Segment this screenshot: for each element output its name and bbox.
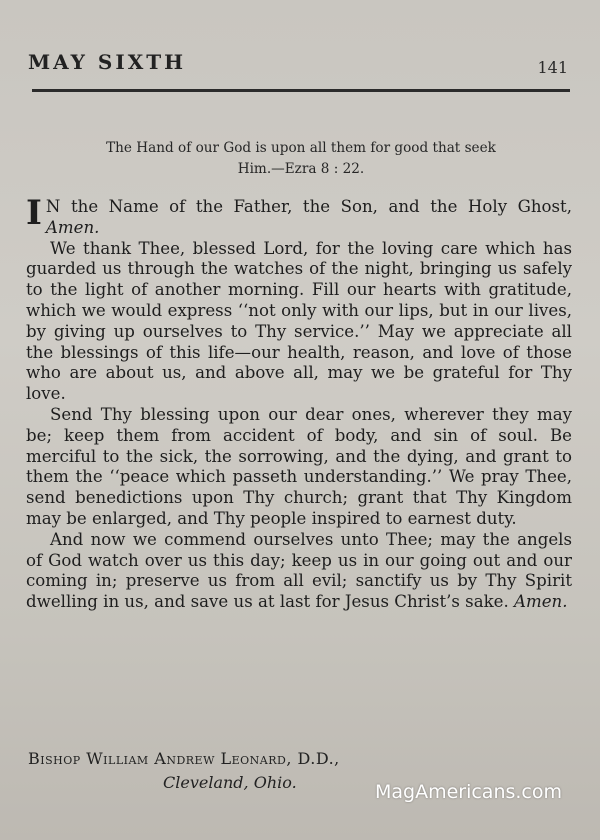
prayer-paragraph-4	[26, 530, 572, 613]
header-rule	[32, 89, 570, 92]
epigraph	[28, 138, 574, 180]
epigraph-line-1: The Hand of our God is upon all them for good that seek	[106, 140, 496, 156]
amen-2: Amen.	[514, 592, 568, 612]
author-name: Bishop William Andrew Leonard, D.D.,	[28, 749, 340, 768]
amen-1: Amen.	[45, 217, 100, 237]
signature	[28, 747, 340, 795]
page-header	[28, 50, 570, 84]
prayer-paragraph-3: Send Thy blessing upon our dear ones, wherever they may be; keep them from accident of body, and sin of soul. Be merciful to the sick, the sorrowing, and the dying, and grant to them the ‘‘peace which passeth understanding.’’ We pray Thee, send benedictions upon Thy church; grant that Thy Kingdom may be enlarged, and Thy people inspired to earnest duty.	[26, 404, 572, 528]
watermark: MagAmericans.com	[374, 781, 562, 803]
epigraph-line-2: Him.—Ezra 8 : 22.	[237, 161, 365, 177]
prayer-paragraph-1	[26, 193, 572, 239]
invocation-text: N the Name of the Father, the Son, and the Holy Ghost,	[45, 197, 572, 216]
page-number: 141	[537, 58, 568, 77]
page-title: MAY SIXTH	[28, 50, 186, 74]
drop-cap: I	[26, 193, 42, 233]
prayer-text	[26, 193, 572, 613]
author-place: Cleveland, Ohio.	[163, 773, 297, 792]
closing-text: And now we commend ourselves unto Thee; may the angels of God watch over us this day; keep us in our going out and our coming in; preserve us from all evil; sanctify us by Thy Spirit dwelling in us, and save us at last for Jesus Christ’s sake.	[26, 529, 572, 612]
prayer-paragraph-2: We thank Thee, blessed Lord, for the loving care which has guarded us through the watches of the night, bringing us safely to the light of another morning. Fill our hearts with gratitude, which we would express ‘‘not only with our lips, but in our lives, by giving up ourselves to Thy service.’’ May we appreciate all the blessings of this life—our health, reason, and love of those who are about us, and above all, may we be grateful for Thy love.	[26, 238, 572, 404]
